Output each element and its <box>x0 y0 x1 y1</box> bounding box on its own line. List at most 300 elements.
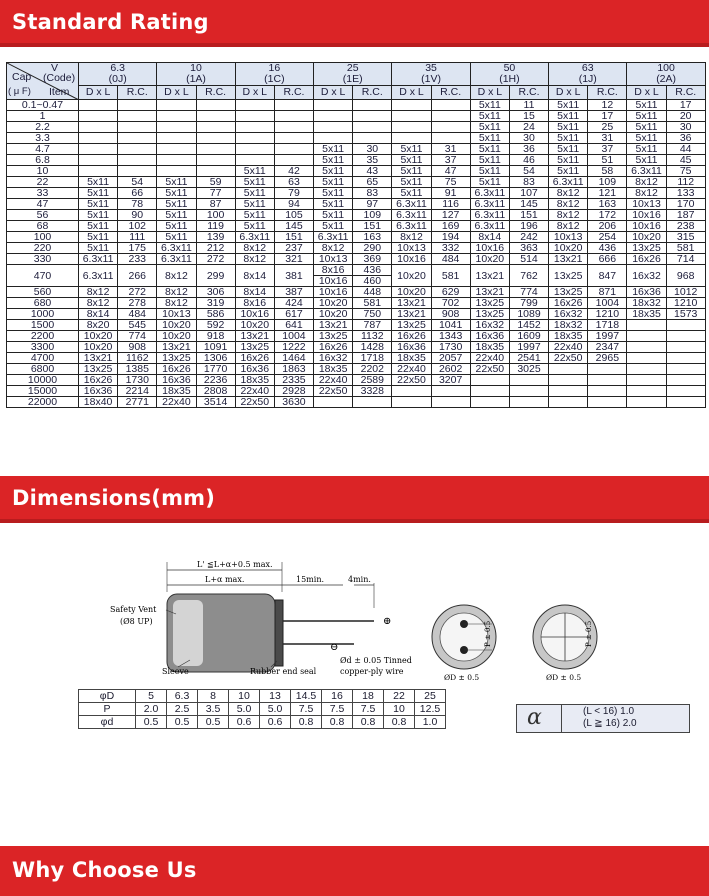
rc-cell: 592 <box>196 320 235 331</box>
rc-cell: 629 <box>431 287 470 298</box>
rc-cell: 105 <box>274 210 313 221</box>
rc-subvalue: 436 <box>363 264 382 276</box>
rc-cell: 30 <box>666 122 705 133</box>
dxl-cell: 5x11 <box>549 122 588 133</box>
rc-cell: 908 <box>118 342 157 353</box>
dimension-value: 0.6 <box>229 716 260 729</box>
dxl-cell: 5x11 <box>392 188 431 199</box>
dxl-cell: 5x11 <box>235 199 274 210</box>
rc-cell: 100 <box>196 210 235 221</box>
rc-cell: 2602 <box>431 364 470 375</box>
capacitance-cell: 15000 <box>7 386 79 397</box>
rc-cell: 212 <box>196 243 235 254</box>
rc-cell <box>196 122 235 133</box>
rc-cell: 290 <box>353 243 392 254</box>
rc-cell: 46 <box>509 155 548 166</box>
dxl-cell: 16x36 <box>235 364 274 375</box>
voltage-header-row <box>7 63 706 86</box>
rc-cell: 163 <box>353 232 392 243</box>
dxl-cell: 13x25 <box>627 243 666 254</box>
dxl-cell: 5x11 <box>79 243 118 254</box>
dxl-cell: 8x12 <box>627 188 666 199</box>
dxl-cell: 5x11 <box>627 133 666 144</box>
dxl-cell: 10x20 <box>157 331 196 342</box>
alpha-line-2: (L ≧ 16) 2.0 <box>583 718 637 729</box>
dxl-cell: 5x11 <box>235 166 274 177</box>
safety-vent-label: Safety Vent <box>110 605 157 614</box>
rc-cell: 42 <box>274 166 313 177</box>
rc-cell: 43 <box>353 166 392 177</box>
voltage-header <box>314 63 392 86</box>
dxl-cell: 5x11 <box>157 210 196 221</box>
rc-cell <box>274 122 313 133</box>
voltage-code: (1C) <box>264 73 285 85</box>
rc-cell <box>118 166 157 177</box>
rc-cell: 321 <box>274 254 313 265</box>
capacitance-cell: 10000 <box>7 375 79 386</box>
dxl-cell: 5x11 <box>549 155 588 166</box>
sleeve-label: Sleeve <box>162 667 189 676</box>
rc-cell: 1452 <box>509 320 548 331</box>
rc-cell: 75 <box>431 177 470 188</box>
rc-header: R.C. <box>588 86 627 100</box>
dimension-value: 3.5 <box>198 703 229 716</box>
dxl-cell: 6.3x11 <box>392 221 431 232</box>
diameter-label-2: ØD ± 0.5 <box>546 673 582 682</box>
dxl-cell <box>314 133 353 144</box>
dxl-cell: 5x11 <box>392 144 431 155</box>
rc-header: R.C. <box>118 86 157 100</box>
dxl-cell: 5x11 <box>157 221 196 232</box>
rc-cell <box>118 100 157 111</box>
rc-cell: 94 <box>274 199 313 210</box>
dxl-cell: 18x40 <box>79 397 118 408</box>
dxl-cell: 6.3x11 <box>392 199 431 210</box>
rc-cell: 3025 <box>509 364 548 375</box>
dxl-cell <box>235 122 274 133</box>
rc-cell: 1012 <box>666 287 705 298</box>
dimension-value: 25 <box>415 690 446 703</box>
dxl-cell: 10x20 <box>392 265 431 287</box>
rc-cell: 54 <box>509 166 548 177</box>
dxl-subvalue: 8x16 <box>321 264 345 276</box>
table-row <box>7 100 706 111</box>
table-row <box>7 287 706 298</box>
rc-cell: 641 <box>274 320 313 331</box>
rc-cell: 107 <box>509 188 548 199</box>
dimension-value: 5.0 <box>260 703 291 716</box>
rc-cell: 3328 <box>353 386 392 397</box>
rc-cell: 66 <box>118 188 157 199</box>
capacitance-cell: 100 <box>7 232 79 243</box>
dxl-cell: 8x12 <box>549 210 588 221</box>
capacitor-dimension-drawing <box>78 548 638 688</box>
rc-cell: 238 <box>666 221 705 232</box>
rc-cell: 24 <box>509 122 548 133</box>
rc-cell: 17 <box>666 100 705 111</box>
rc-cell: 145 <box>274 221 313 232</box>
corner-code: (Code) <box>43 72 76 84</box>
rc-cell: 1730 <box>431 342 470 353</box>
dxl-cell: 18x35 <box>157 386 196 397</box>
dxl-cell <box>549 364 588 375</box>
dxl-cell: 5x11 <box>549 166 588 177</box>
rc-cell: 187 <box>666 210 705 221</box>
dxl-cell: 5x11 <box>79 188 118 199</box>
rc-cell: 2541 <box>509 353 548 364</box>
table-row <box>7 397 706 408</box>
rc-cell: 332 <box>431 243 470 254</box>
dimension-value: 0.6 <box>260 716 291 729</box>
rc-cell: 36 <box>666 133 705 144</box>
dxl-cell <box>549 375 588 386</box>
dxl-cell: 8x14 <box>79 309 118 320</box>
capacitance-cell: 3.3 <box>7 133 79 144</box>
dxl-header: D x L <box>157 86 196 100</box>
dxl-cell: 16x26 <box>157 364 196 375</box>
voltage-code: (1J) <box>578 73 597 85</box>
dxl-cell: 8x12 <box>392 232 431 243</box>
table-row <box>7 177 706 188</box>
dxl-cell <box>79 100 118 111</box>
dxl-cell: 6.3x11 <box>79 265 118 287</box>
rc-cell <box>509 375 548 386</box>
dxl-cell: 16x36 <box>79 386 118 397</box>
alpha-divider <box>561 705 562 732</box>
dxl-cell: 13x25 <box>470 298 509 309</box>
dxl-cell <box>157 166 196 177</box>
dimension-value: 14.5 <box>291 690 322 703</box>
dxl-cell: 5x11 <box>157 188 196 199</box>
dxl-cell <box>392 397 431 408</box>
rc-cell: 30 <box>509 133 548 144</box>
table-row <box>7 133 706 144</box>
rc-cell: 3207 <box>431 375 470 386</box>
voltage-value: 16 <box>268 62 281 74</box>
rc-header: R.C. <box>353 86 392 100</box>
rc-cell: 1718 <box>588 320 627 331</box>
rc-cell <box>588 397 627 408</box>
dimension-value: 16 <box>322 690 353 703</box>
dimension-table <box>78 689 446 729</box>
l-alpha-label: L+α max. <box>205 575 245 584</box>
dxl-cell: 8x14 <box>470 232 509 243</box>
rc-cell <box>509 386 548 397</box>
rc-cell: 272 <box>118 287 157 298</box>
dimension-value: 5.0 <box>229 703 260 716</box>
table-row <box>7 122 706 133</box>
rc-cell: 121 <box>588 188 627 199</box>
dxl-cell: 10x20 <box>627 232 666 243</box>
dxl-header: D x L <box>79 86 118 100</box>
dxl-cell <box>157 155 196 166</box>
dxl-cell: 5x11 <box>470 122 509 133</box>
rubber-seal-label: Rubber end seal <box>250 667 317 676</box>
rc-cell <box>431 386 470 397</box>
rc-subvalue: 460 <box>353 275 391 286</box>
dxl-cell: 5x11 <box>627 100 666 111</box>
dimension-value: 18 <box>353 690 384 703</box>
dxl-cell: 5x11 <box>627 144 666 155</box>
dimension-row-label: φd <box>79 716 136 729</box>
rc-cell: 586 <box>196 309 235 320</box>
rc-cell: 87 <box>196 199 235 210</box>
dxl-cell <box>79 133 118 144</box>
rc-cell: 119 <box>196 221 235 232</box>
dxl-cell: 10x16 <box>392 254 431 265</box>
rc-cell: 31 <box>588 133 627 144</box>
dxl-cell: 13x21 <box>235 331 274 342</box>
rc-cell: 63 <box>274 177 313 188</box>
rc-cell: 2236 <box>196 375 235 386</box>
rc-cell: 3630 <box>274 397 313 408</box>
dxl-cell: 10x20 <box>157 320 196 331</box>
alpha-line-1: (L < 16) 1.0 <box>583 706 635 717</box>
dxl-cell: 13x25 <box>549 287 588 298</box>
rc-cell: 2335 <box>274 375 313 386</box>
lead-4-label: 4min. <box>348 575 371 584</box>
dimension-value: 10 <box>229 690 260 703</box>
rc-cell: 109 <box>353 210 392 221</box>
dxl-cell: 8x12 <box>235 254 274 265</box>
dxl-cell <box>157 122 196 133</box>
dxl-cell: 5x11 <box>314 177 353 188</box>
rc-cell <box>509 397 548 408</box>
dxl-cell: 8x16 <box>235 298 274 309</box>
dxl-cell: 5x11 <box>549 144 588 155</box>
dxl-cell <box>549 397 588 408</box>
dimension-row <box>79 716 446 729</box>
dimension-value: 1.0 <box>415 716 446 729</box>
rc-cell: 299 <box>196 265 235 287</box>
rc-cell <box>274 100 313 111</box>
dxl-cell <box>627 364 666 375</box>
rc-cell: 787 <box>353 320 392 331</box>
dxl-header: D x L <box>627 86 666 100</box>
dxl-cell: 6.3x11 <box>627 166 666 177</box>
dxl-cell: 13x21 <box>549 254 588 265</box>
lead-15-label: 15min. <box>296 575 325 584</box>
rc-cell: 163 <box>588 199 627 210</box>
rc-cell: 109 <box>588 177 627 188</box>
voltage-code: (2A) <box>656 73 677 85</box>
dxl-cell: 5x11 <box>314 188 353 199</box>
dimension-value: 7.5 <box>353 703 384 716</box>
rc-cell: 1863 <box>274 364 313 375</box>
dxl-cell: 5x11 <box>392 155 431 166</box>
banner-shade <box>0 43 709 47</box>
table-row <box>7 254 706 265</box>
dxl-cell: 13x25 <box>314 331 353 342</box>
voltage-code: (0J) <box>108 73 127 85</box>
capacitance-cell: 4700 <box>7 353 79 364</box>
voltage-header <box>392 63 470 86</box>
standard-rating-table <box>6 62 706 408</box>
dxl-cell: 5x11 <box>392 177 431 188</box>
dxl-cell <box>392 133 431 144</box>
dxl-cell: 22x50 <box>470 364 509 375</box>
voltage-code: (1E) <box>342 73 363 85</box>
rc-cell: 30 <box>353 144 392 155</box>
voltage-value: 6.3 <box>110 62 125 74</box>
rc-cell: 666 <box>588 254 627 265</box>
rc-cell <box>196 166 235 177</box>
pitch-label-2: P ± 0.5 <box>585 620 593 647</box>
rc-cell: 44 <box>666 144 705 155</box>
vent-size-label: (Ø8 UP) <box>120 617 153 626</box>
rc-cell: 31 <box>431 144 470 155</box>
dxl-cell: 10x13 <box>314 254 353 265</box>
dxl-cell: 10x20 <box>314 309 353 320</box>
dimension-value: 5 <box>136 690 167 703</box>
rc-cell: 254 <box>588 232 627 243</box>
dxl-cell: 8x12 <box>157 265 196 287</box>
dxl-cell <box>627 397 666 408</box>
rc-cell: 196 <box>509 221 548 232</box>
dxl-cell: 18x32 <box>627 298 666 309</box>
table-row <box>7 298 706 309</box>
corner-cell <box>7 63 79 100</box>
rc-cell: 266 <box>118 265 157 287</box>
dxl-cell: 5x11 <box>627 111 666 122</box>
dxl-cell <box>157 133 196 144</box>
voltage-header <box>79 63 157 86</box>
dxl-cell: 5x11 <box>392 166 431 177</box>
rc-cell <box>118 144 157 155</box>
rc-cell <box>196 144 235 155</box>
rc-cell: 116 <box>431 199 470 210</box>
dxl-cell: 16x26 <box>392 331 431 342</box>
capacitance-cell: 22000 <box>7 397 79 408</box>
dxl-cell: 8x12 <box>79 298 118 309</box>
rc-cell <box>588 364 627 375</box>
dxl-cell <box>314 111 353 122</box>
rc-cell <box>196 155 235 166</box>
corner-item: Item <box>49 86 70 98</box>
rc-cell: 172 <box>588 210 627 221</box>
capacitance-cell: 470 <box>7 265 79 287</box>
rc-header: R.C. <box>666 86 705 100</box>
dxl-cell <box>235 100 274 111</box>
rc-cell: 83 <box>353 188 392 199</box>
dxl-cell: 8x12 <box>549 221 588 232</box>
dxl-cell: 16x32 <box>627 265 666 287</box>
voltage-code: (1H) <box>499 73 520 85</box>
dxl-cell: 5x11 <box>314 210 353 221</box>
dxl-cell: 16x26 <box>235 353 274 364</box>
rc-cell: 139 <box>196 232 235 243</box>
dxl-cell <box>235 111 274 122</box>
rc-cell <box>666 375 705 386</box>
dxl-cell: 18x35 <box>549 331 588 342</box>
subheader-row <box>7 86 706 100</box>
dxl-cell <box>314 397 353 408</box>
dxl-cell: 22x40 <box>549 342 588 353</box>
dimension-value: 22 <box>384 690 415 703</box>
dxl-subvalue: 10x16 <box>314 275 352 286</box>
dxl-cell: 22x50 <box>549 353 588 364</box>
dimension-value: 2.5 <box>167 703 198 716</box>
rc-cell: 194 <box>431 232 470 243</box>
rc-cell: 237 <box>274 243 313 254</box>
dxl-cell: 18x35 <box>314 364 353 375</box>
rc-cell: 278 <box>118 298 157 309</box>
table-row <box>7 221 706 232</box>
capacitance-cell: 22 <box>7 177 79 188</box>
rc-cell: 2057 <box>431 353 470 364</box>
rc-cell: 847 <box>588 265 627 287</box>
rc-cell <box>353 100 392 111</box>
rc-cell: 75 <box>666 166 705 177</box>
dxl-cell <box>627 342 666 353</box>
table-row <box>7 199 706 210</box>
dxl-cell: 6.3x11 <box>470 210 509 221</box>
dimension-value: 13 <box>260 690 291 703</box>
rc-cell: 111 <box>118 232 157 243</box>
rc-cell <box>196 111 235 122</box>
dxl-cell: 5x11 <box>79 199 118 210</box>
capacitance-cell: 4.7 <box>7 144 79 155</box>
dxl-cell <box>157 100 196 111</box>
rc-cell: 151 <box>274 232 313 243</box>
rc-cell: 908 <box>431 309 470 320</box>
rc-cell: 545 <box>118 320 157 331</box>
capacitance-cell: 56 <box>7 210 79 221</box>
dxl-cell: 10x13 <box>549 232 588 243</box>
table-row <box>7 364 706 375</box>
wire-label-1: Ød ± 0.05 Tinned <box>340 656 412 665</box>
dxl-cell: 13x21 <box>470 287 509 298</box>
rc-cell: 484 <box>431 254 470 265</box>
dxl-cell: 16x32 <box>314 353 353 364</box>
rc-cell <box>118 133 157 144</box>
rc-cell: 2771 <box>118 397 157 408</box>
dxl-cell <box>79 166 118 177</box>
rc-cell: 918 <box>196 331 235 342</box>
rc-cell <box>118 111 157 122</box>
rc-cell: 968 <box>666 265 705 287</box>
rc-cell: 91 <box>431 188 470 199</box>
table-row <box>7 188 706 199</box>
rc-cell: 1997 <box>509 342 548 353</box>
rc-cell: 774 <box>118 331 157 342</box>
voltage-value: 63 <box>581 62 594 74</box>
wire-label-2: copper-ply wire <box>340 667 404 676</box>
dxl-cell: 10x13 <box>627 199 666 210</box>
dxl-cell <box>470 375 509 386</box>
capacitance-cell: 0.1~0.47 <box>7 100 79 111</box>
capacitance-cell: 220 <box>7 243 79 254</box>
dxl-cell: 8x20 <box>79 320 118 331</box>
rc-cell <box>431 397 470 408</box>
dxl-cell: 6.3x11 <box>470 221 509 232</box>
dxl-cell: 8x12 <box>549 188 588 199</box>
table-row <box>7 210 706 221</box>
alpha-box <box>516 704 690 733</box>
dxl-cell: 16x36 <box>392 342 431 353</box>
dxl-cell <box>392 386 431 397</box>
rc-cell <box>666 320 705 331</box>
dxl-cell: 13x25 <box>392 320 431 331</box>
dxl-cell: 6.3x11 <box>470 188 509 199</box>
dxl-cell: 6.3x11 <box>157 254 196 265</box>
rc-cell: 79 <box>274 188 313 199</box>
dxl-cell: 13x25 <box>79 364 118 375</box>
rc-header: R.C. <box>509 86 548 100</box>
rc-cell: 206 <box>588 221 627 232</box>
rc-cell: 363 <box>509 243 548 254</box>
capacitance-cell: 2.2 <box>7 122 79 133</box>
